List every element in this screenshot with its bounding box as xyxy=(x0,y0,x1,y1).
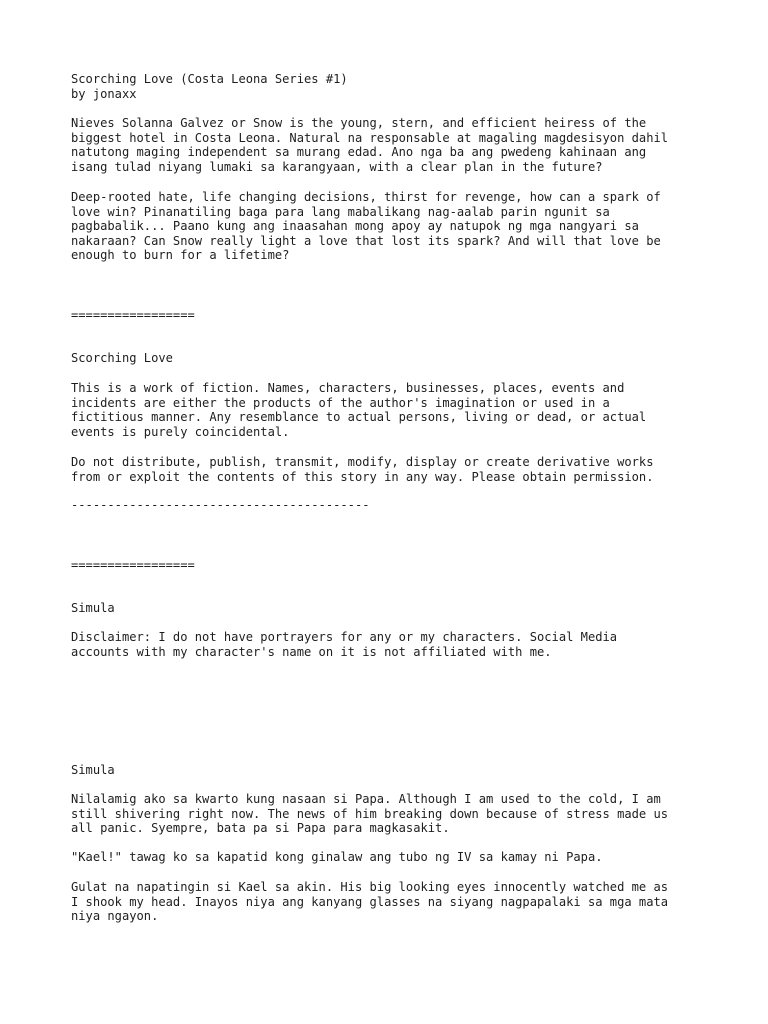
text-line: Gulat na napatingin si Kael sa akin. His big looking eyes innocently watched me as xyxy=(71,880,669,894)
chapter-heading: Simula xyxy=(71,763,115,777)
text-line: still shivering right now. The news of him breaking down because of stress made us xyxy=(71,806,669,821)
text-line: fictitious manner. Any resemblance to actual persons, living or dead, or actual xyxy=(71,410,647,425)
text-line: events is purely coincidental. xyxy=(71,424,290,439)
section-separator: ================= xyxy=(71,308,195,322)
story-paragraph-2 xyxy=(71,850,761,865)
text-line: This is a work of fiction. Names, characters, businesses, places, events and xyxy=(71,381,625,395)
text-line: nakaraan? Can Snow really light a love that lost its spark? And will that love be xyxy=(71,233,661,248)
text-line: from or exploit the contents of this story in any way. Please obtain permission. xyxy=(71,469,654,484)
blurb-paragraph-2 xyxy=(71,190,761,263)
text-line: pagbabalik... Paano kung ang inaasahan mong apoy ay natupok ng mga nangyari sa xyxy=(71,219,639,234)
blurb-paragraph-1 xyxy=(71,116,761,174)
section-heading: Scorching Love xyxy=(71,351,173,365)
text-line: all panic. Syempre, bata pa si Papa para magkasakit. xyxy=(71,821,450,836)
rights-notice-paragraph xyxy=(71,455,761,484)
story-paragraph-3 xyxy=(71,880,761,924)
text-line: accounts with my character's name on it is not affiliated with me. xyxy=(71,644,552,659)
section-heading: Simula xyxy=(71,601,115,615)
text-line: isang tulad niyang lumaki sa karangyaan, with a clear plan in the future? xyxy=(71,159,603,174)
book-title: Scorching Love (Costa Leona Series #1) xyxy=(71,72,348,86)
text-line: Nieves Solanna Galvez or Snow is the young, stern, and efficient heiress of the xyxy=(71,116,647,130)
section-separator: ================= xyxy=(71,558,195,572)
text-line: biggest hotel in Costa Leona. Natural na responsable at magaling magdesisyon dahil xyxy=(71,130,669,145)
text-line: Do not distribute, publish, transmit, modify, display or create derivative works xyxy=(71,455,654,469)
text-line: love win? Pinanatiling baga para lang mabalikang nag-aalab parin ngunit sa xyxy=(71,204,610,219)
text-line: Deep-rooted hate, life changing decisions, thirst for revenge, how can a spark of xyxy=(71,190,661,204)
text-line: enough to burn for a lifetime? xyxy=(71,248,290,263)
text-line: Nilalamig ako sa kwarto kung nasaan si Papa. Although I am used to the cold, I am xyxy=(71,792,661,806)
text-line: natutong maging independent sa murang edad. Ano nga ba ang pwedeng kahinaan ang xyxy=(71,145,647,160)
text-line: incidents are either the products of the author's imagination or used in a xyxy=(71,395,610,410)
story-paragraph-1 xyxy=(71,792,761,836)
fiction-notice-paragraph xyxy=(71,381,761,439)
text-line: I shook my head. Inayos niya ang kanyang glasses na siyang nagpapalaki sa mga mata xyxy=(71,894,669,909)
disclaimer-paragraph xyxy=(71,630,761,659)
text-line: "Kael!" tawag ko sa kapatid kong ginalaw ang tubo ng IV sa kamay ni Papa. xyxy=(71,850,603,864)
dash-rule: ----------------------------------------- xyxy=(71,498,370,512)
text-line: niya ngayon. xyxy=(71,909,159,924)
text-line: Disclaimer: I do not have portrayers for any or my characters. Social Media xyxy=(71,630,618,644)
author-byline: by jonaxx xyxy=(71,87,137,101)
